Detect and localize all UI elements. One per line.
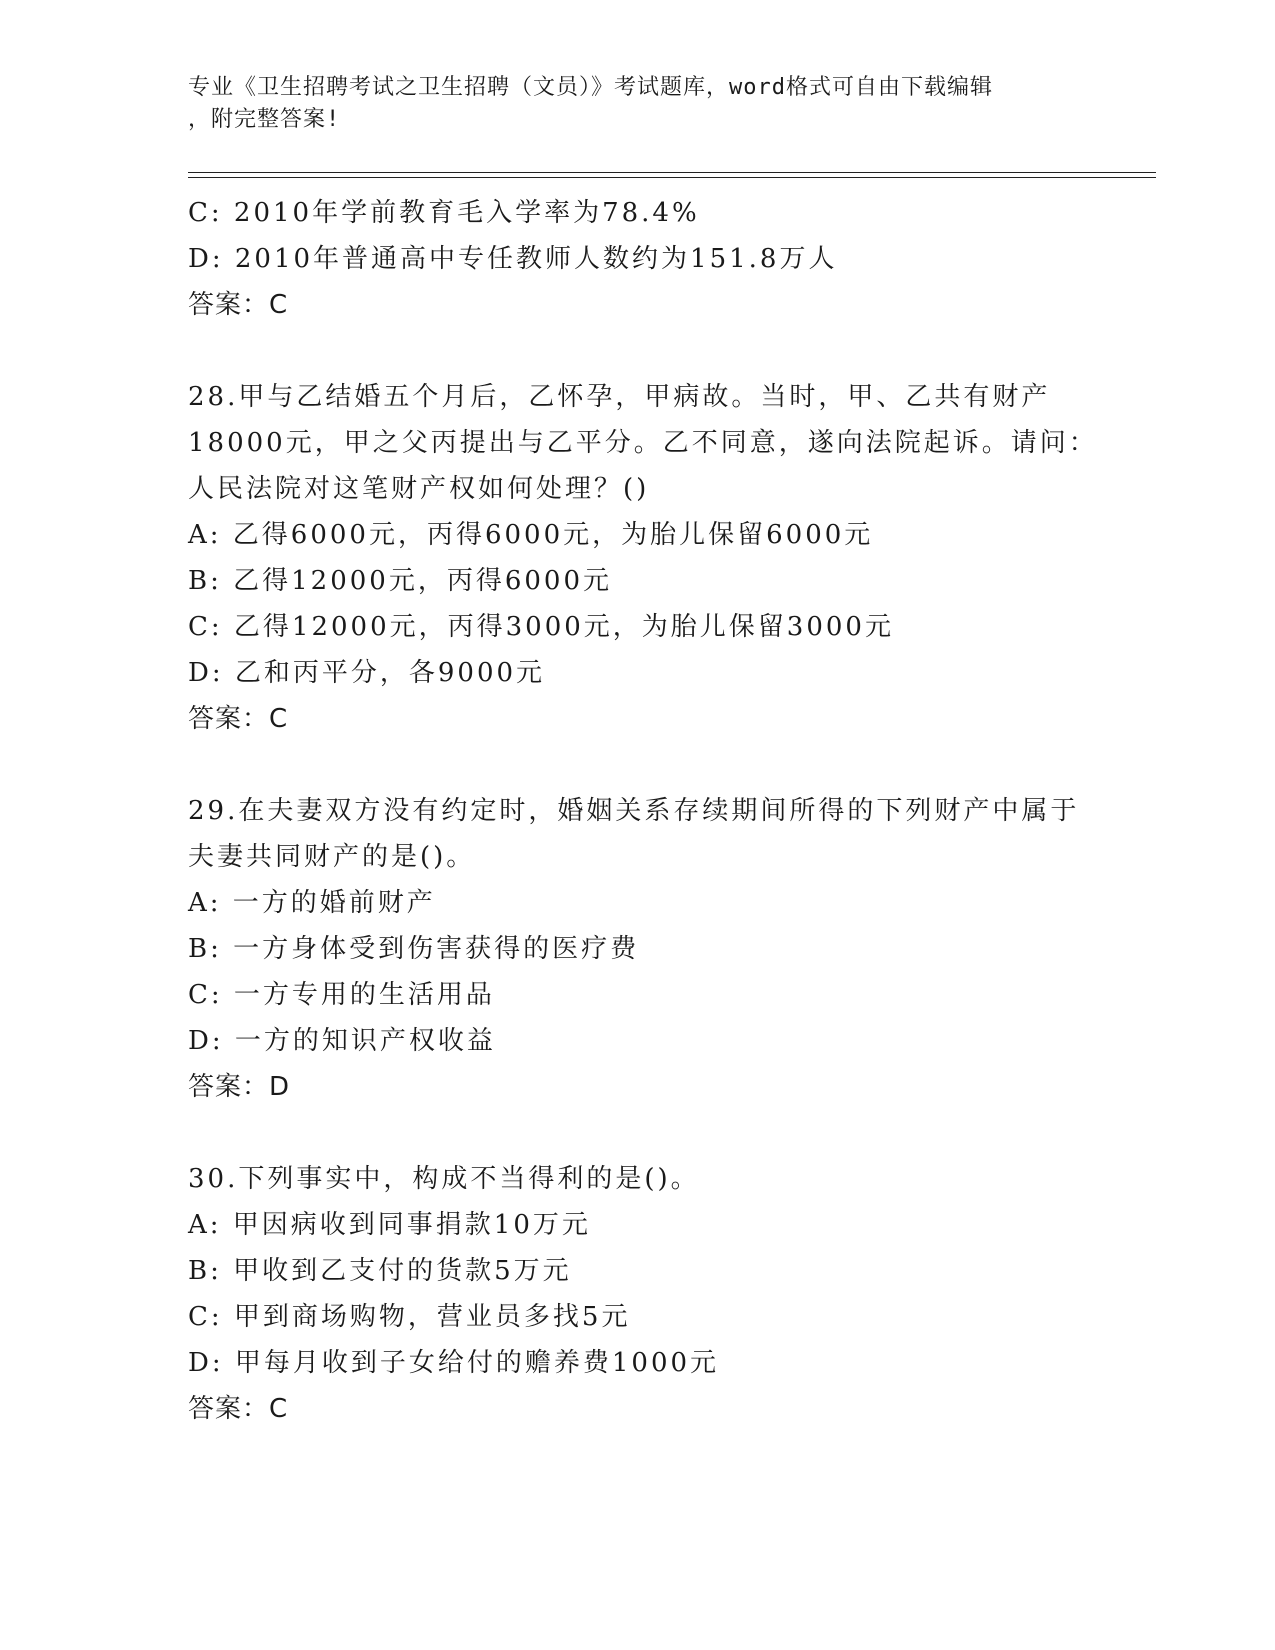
header-rule-bottom	[188, 177, 1156, 178]
answer-line: 答案：C	[188, 290, 289, 320]
answer-line: 答案：D	[188, 1072, 291, 1102]
document-header	[188, 72, 1068, 136]
answer-line: 答案：C	[188, 1394, 289, 1424]
option-a: A: 甲因病收到同事捐款10万元	[188, 1210, 591, 1240]
spacer	[188, 742, 1088, 788]
option-d: D: 甲每月收到子女给付的赡养费1000元	[188, 1348, 720, 1378]
question-27-tail	[188, 190, 1088, 328]
question-stem: 28.甲与乙结婚五个月后，乙怀孕，甲病故。当时，甲、乙共有财产	[188, 382, 1051, 412]
option-c: C: 一方专用的生活用品	[188, 980, 495, 1010]
question-stem: 30.下列事实中，构成不当得利的是()。	[188, 1164, 700, 1194]
option-a: A: 乙得6000元，丙得6000元，为胎儿保留6000元	[188, 520, 874, 550]
question-28	[188, 374, 1098, 742]
question-29	[188, 788, 1088, 1110]
question-stem: 人民法院对这笔财产权如何处理？()	[188, 474, 650, 504]
option-c: C: 2010年学前教育毛入学率为78.4%	[188, 198, 700, 228]
spacer	[188, 328, 1088, 374]
header-line-1: 专业《卫生招聘考试之卫生招聘（文员）》考试题库，word格式可自由下载编辑	[188, 75, 993, 100]
header-rule-top	[188, 172, 1156, 173]
option-b: B: 乙得12000元，丙得6000元	[188, 566, 613, 596]
question-stem: 29.在夫妻双方没有约定时，婚姻关系存续期间所得的下列财产中属于	[188, 796, 1080, 826]
answer-line: 答案：C	[188, 704, 289, 734]
question-30	[188, 1156, 1088, 1432]
question-stem: 夫妻共同财产的是()。	[188, 842, 476, 872]
question-stem: 18000元，甲之父丙提出与乙平分。乙不同意，遂向法院起诉。请问：	[188, 428, 1098, 458]
header-line-2: ，附完整答案!	[188, 107, 341, 132]
question-list	[188, 190, 1098, 1432]
option-b: B: 甲收到乙支付的货款5万元	[188, 1256, 572, 1286]
spacer	[188, 1110, 1088, 1156]
option-c: C: 乙得12000元，丙得3000元，为胎儿保留3000元	[188, 612, 894, 642]
option-d: D: 乙和丙平分，各9000元	[188, 658, 546, 688]
option-a: A: 一方的婚前财产	[188, 888, 436, 918]
option-b: B: 一方身体受到伤害获得的医疗费	[188, 934, 640, 964]
option-c: C: 甲到商场购物，营业员多找5元	[188, 1302, 631, 1332]
option-d: D: 2010年普通高中专任教师人数约为151.8万人	[188, 244, 838, 274]
option-d: D: 一方的知识产权收益	[188, 1026, 496, 1056]
